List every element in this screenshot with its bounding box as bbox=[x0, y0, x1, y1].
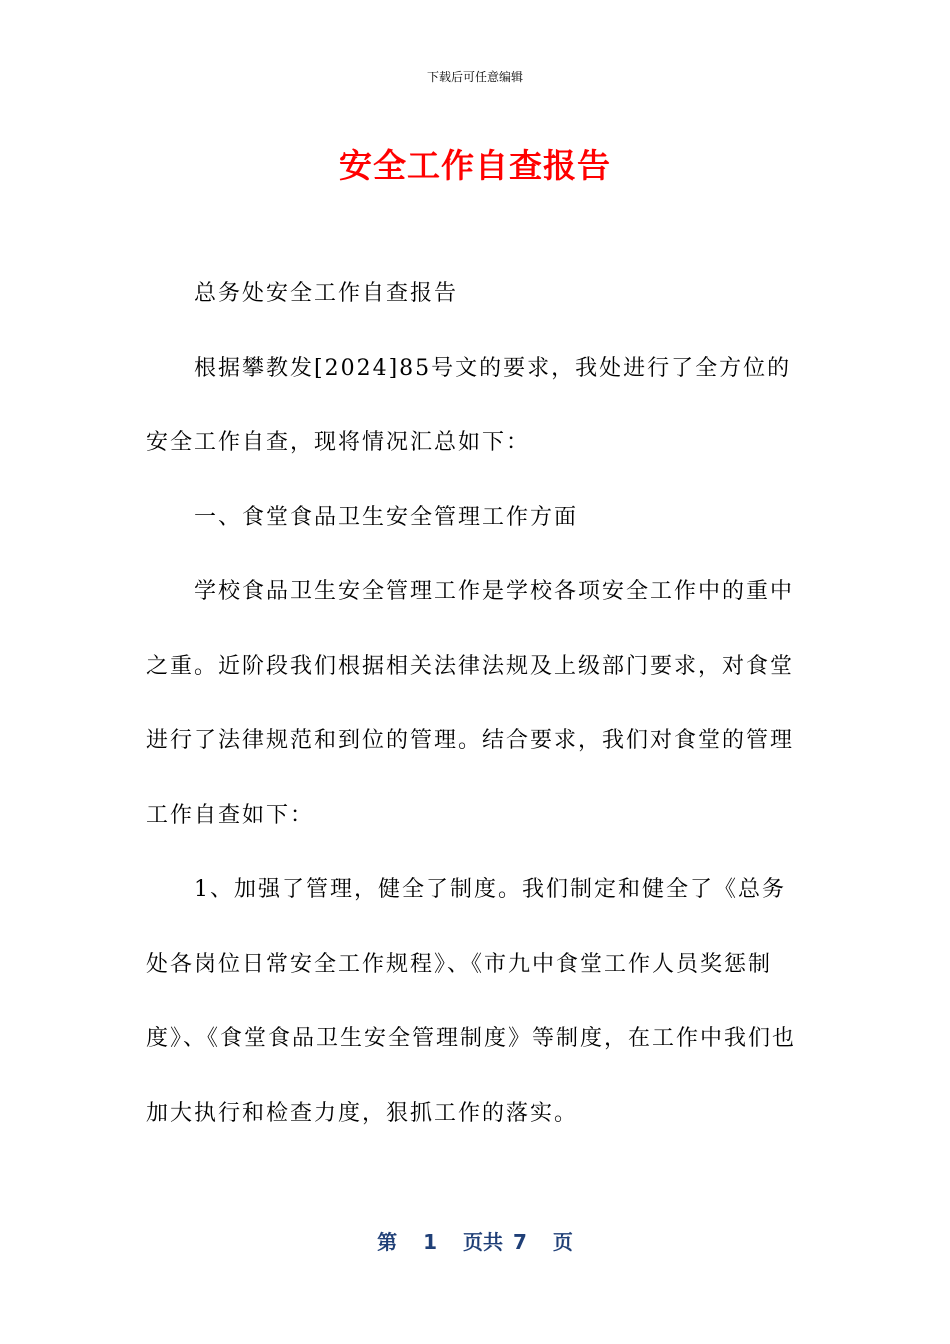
page-footer bbox=[0, 1226, 950, 1255]
footer-page-number: 1 bbox=[423, 1230, 437, 1254]
footer-total-pages: 7 bbox=[513, 1230, 527, 1254]
paragraph-section-one: 一、食堂食品卫生安全管理工作方面 bbox=[194, 504, 579, 530]
paragraph-heading: 总务处安全工作自查报告 bbox=[194, 281, 459, 306]
footer-suffix: 页 bbox=[552, 1230, 573, 1254]
document-body bbox=[146, 257, 806, 1151]
document-title: 安全工作自查报告 bbox=[339, 146, 611, 185]
paragraph-intro: 根据攀教发[2024]85号文的要求，我处进行了全方位的安全工作自查，现将情况汇总如下： bbox=[146, 355, 792, 455]
footer-prefix: 第 bbox=[377, 1230, 398, 1254]
footer-middle: 页共 bbox=[463, 1230, 503, 1254]
paragraph-management: 1、加强了管理，健全了制度。我们制定和健全了《总务处各岗位日常安全工作规程》、《市九中食堂工作人员奖惩制度》、《食堂食品卫生安全管理制度》等制度，在工作中我们也加大执行和检查力度，狠抓工作的落实。 bbox=[146, 877, 797, 1126]
header-note: 下载后可任意编辑 bbox=[426, 70, 523, 84]
paragraph-food-safety: 学校食品卫生安全管理工作是学校各项安全工作中的重中之重。近阶段我们根据相关法律法规及上级部门要求，对食堂进行了法律规范和到位的管理。结合要求，我们对食堂的管理工作自查如下： bbox=[146, 579, 795, 828]
